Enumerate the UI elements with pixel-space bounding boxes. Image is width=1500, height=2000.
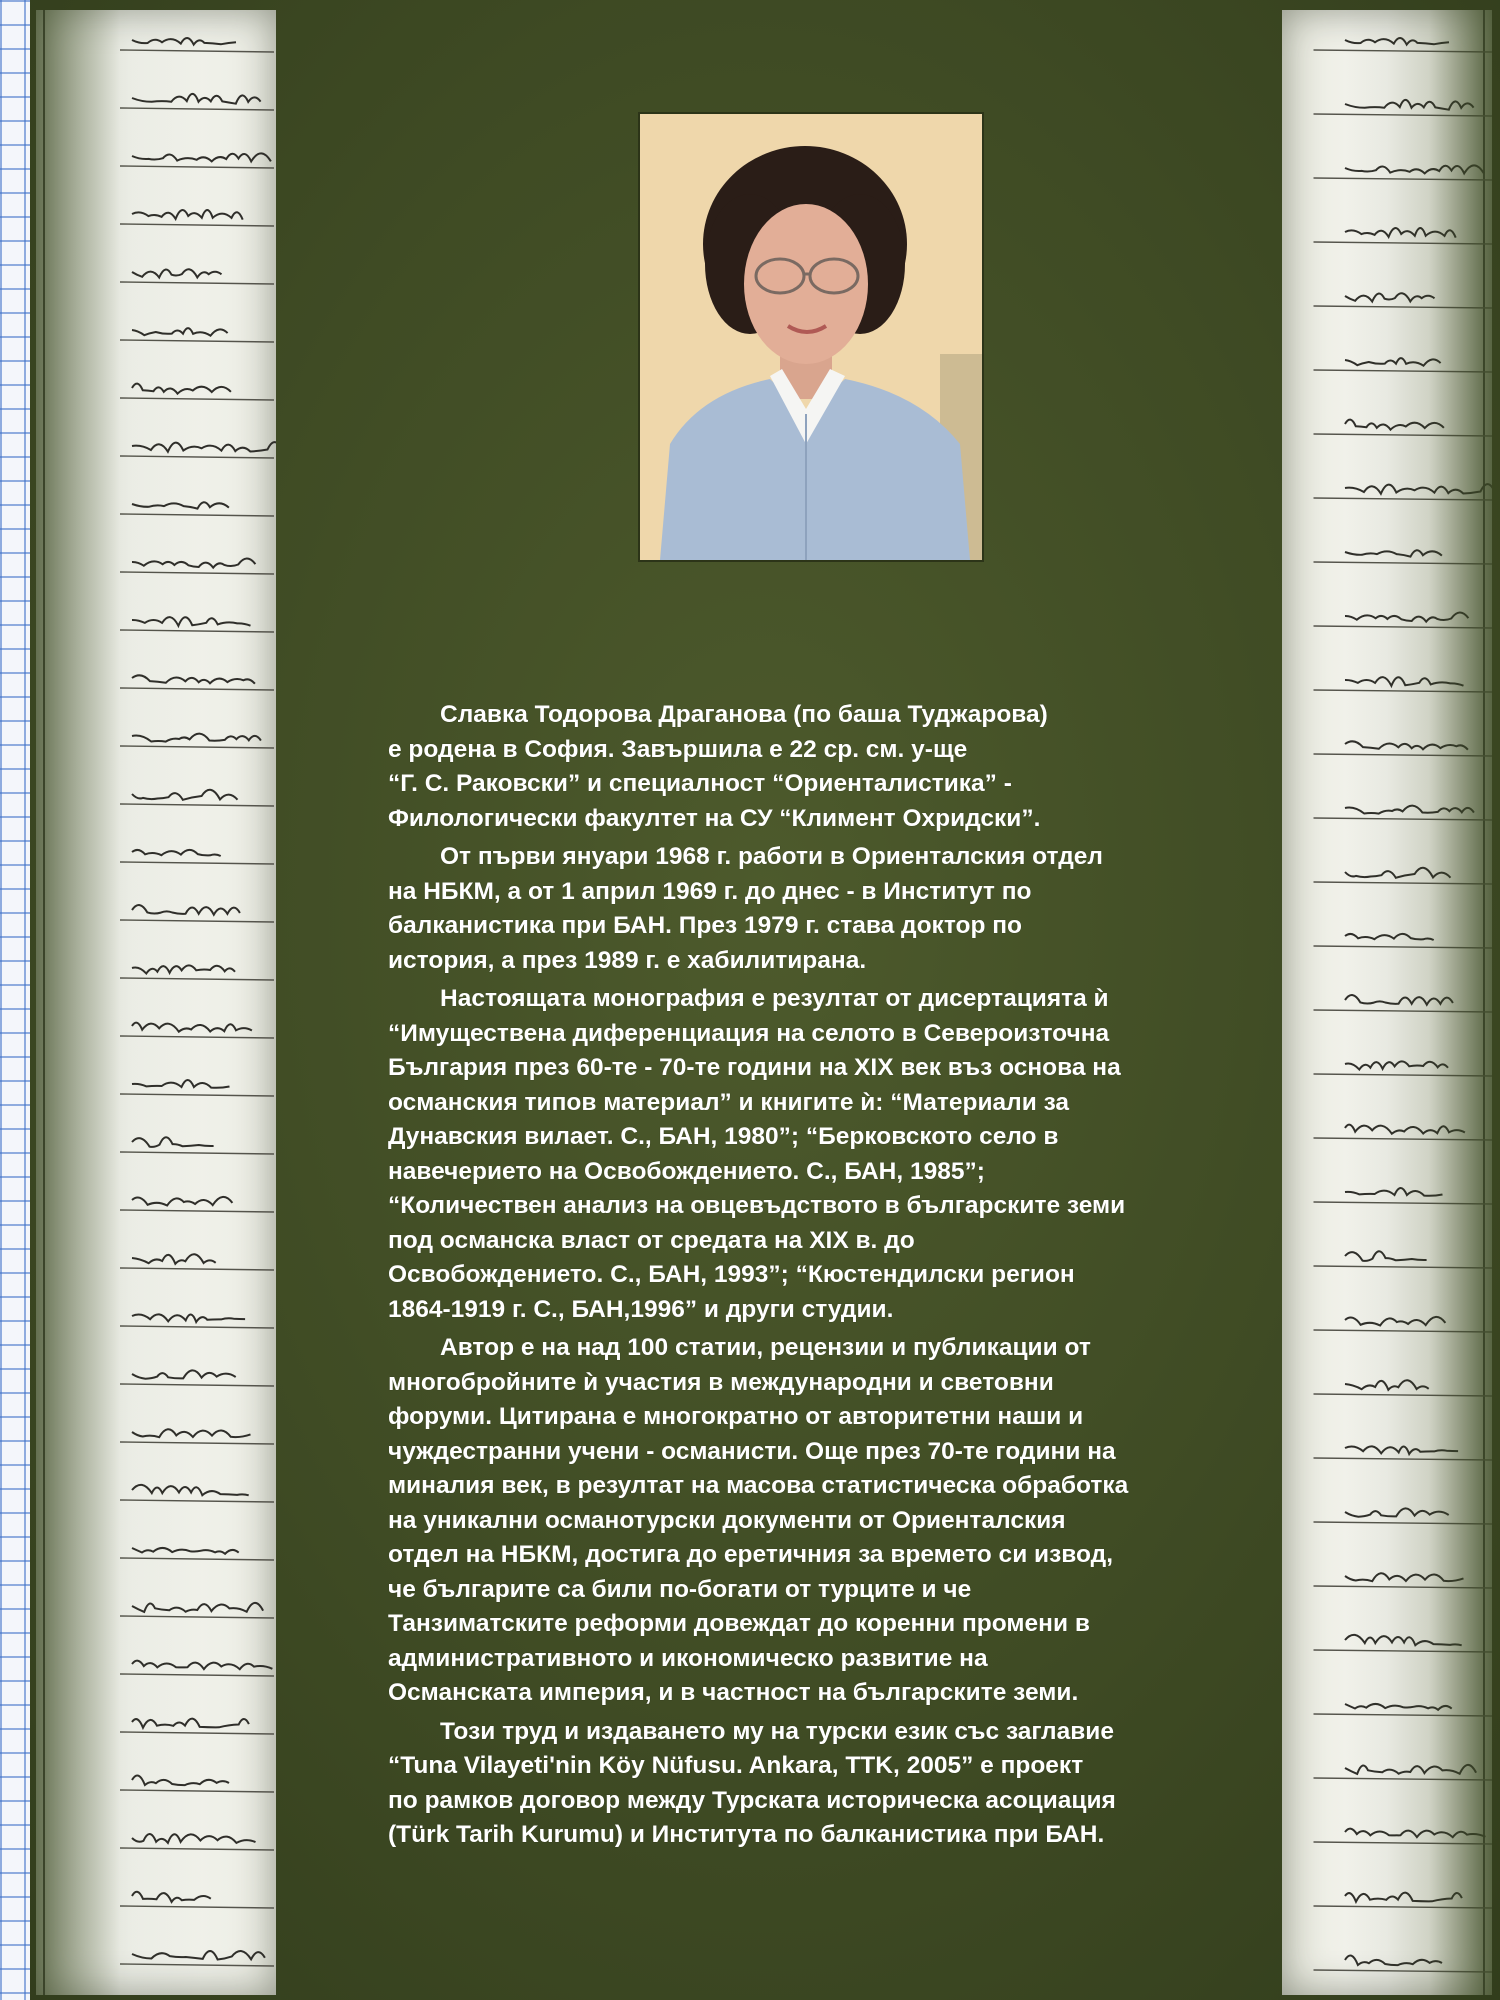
book-back-cover — [30, 0, 1500, 2000]
manuscript-register-icon — [36, 10, 276, 1995]
bio-paragraph-1: Славка Тодорова Драганова (по баша Туджарова) е родена в София. Завършила е 22 ср. см. у-ще “Г. С. Раковски” и специалност “Ориенталистика” - Филологически факултет на СУ “Климент Охридски”. — [388, 701, 1048, 832]
manuscript-register-icon — [1282, 10, 1492, 1995]
bio-paragraph-2: От първи януари 1968 г. работи в Ориенталския отдел на НБКМ, а от 1 април 1969 г. до днес - в Институт по балканистика при БАН. През 1979 г. става доктор по история, а през 1989 г. е хабилитирана. — [388, 843, 1103, 974]
author-biography — [388, 698, 1230, 1857]
manuscript-strip-left — [36, 10, 276, 1995]
manuscript-strip-right — [1282, 10, 1492, 1995]
portrait-photo-icon — [640, 114, 982, 560]
author-portrait — [638, 112, 984, 562]
bio-paragraph-4: Автор е на над 100 статии, рецензии и публикации от многобройните ѝ участия в международни и световни форуми. Цитирана е многократно от авторитетни наши и чуждестранни учени - османисти. Още през 70-те години на миналия век, в резултат на масова статистическа обработка на уникални османотурски документи от Ориенталския отдел на НБКМ, достига до еретичния за времето си извод, че българите са били по-богати от турците и че Танзиматските реформи довеждат до коренни промени в административното и икономическо развитие на Османската империя, и в частност на българските земи. — [388, 1334, 1129, 1706]
bio-paragraph-3: Настоящата монография е резултат от дисертацията ѝ “Имуществена диференциация на селото в Североизточна България през 60-те - 70-те години на XIX век въз основа на османския типов материал” и книгите ѝ: “Материали за Дунавския вилает. С., БАН, 1980”; “Берковското село в навечерието на Освобождението. С., БАН, 1985”; “Количествен анализ на овцевъдството в българските земи под османска власт от средата на XIX в. до Освобождението. С., БАН, 1993”; “Кюстендилски регион 1864-1919 г. С., БАН,1996” и други студии. — [388, 985, 1126, 1323]
bio-paragraph-5: Този труд и издаването му на турски език със заглавие “Tuna Vilayeti'nin Köy Nüfusu. Ankara, TTK, 2005” е проект по рамков договор между Турската историческа асоциация (Türk Tarih Kurumu) и Института по балканистика при БАН. — [388, 1717, 1116, 1848]
